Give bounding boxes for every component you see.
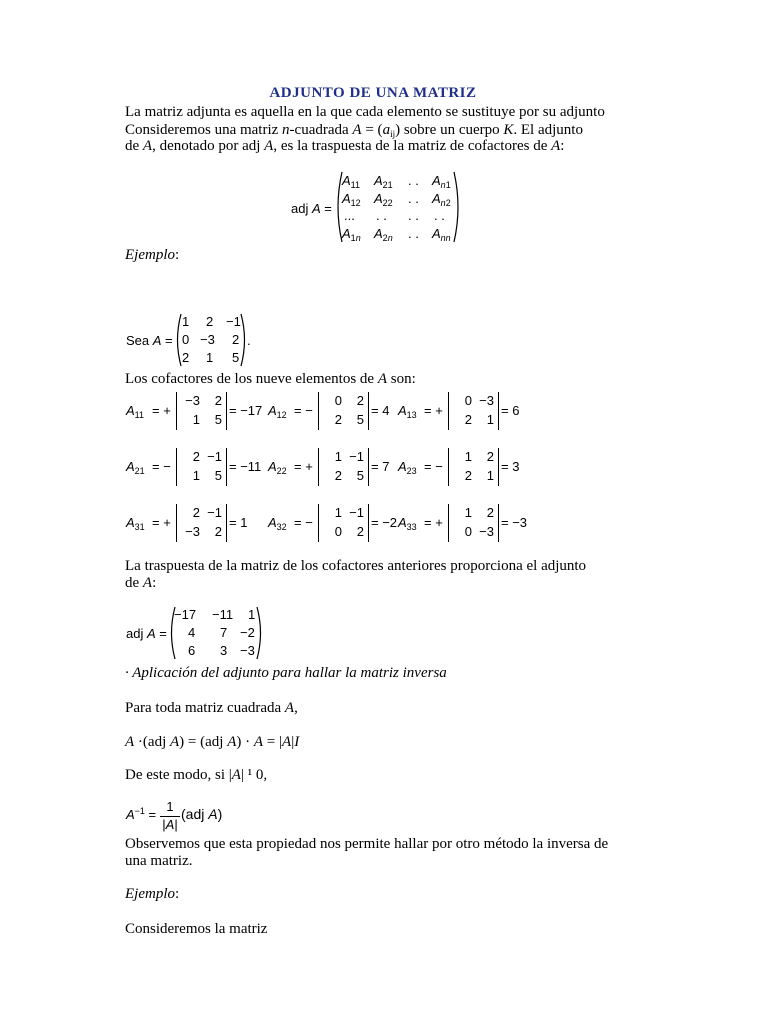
- determinant-cell: 2: [486, 505, 494, 520]
- matrix-cell: −3: [200, 332, 215, 347]
- determinant-bar-left: [176, 392, 177, 430]
- cofactor-equation: [268, 448, 408, 488]
- cofactor-sign: = +: [152, 515, 171, 530]
- matrix-cell: $A_{21}$: [374, 173, 393, 190]
- page-title: ADJUNTO DE UNA MATRIZ: [269, 85, 477, 101]
- determinant-bar-right: [368, 392, 369, 430]
- cofactor-name: $A_{12}$: [268, 403, 287, 420]
- cofactor-name: $A_{22}$: [268, 459, 287, 476]
- matrix-cell: −2: [240, 625, 255, 640]
- cofactor-equation: [398, 392, 538, 432]
- general-adj-label: adj A =: [291, 201, 332, 216]
- cofactor-sign: = +: [424, 515, 443, 530]
- cofactor-sign: = −: [294, 403, 313, 418]
- matrix-cell: . .: [408, 226, 419, 241]
- matrix-cell: 6: [188, 643, 196, 658]
- determinant-cell: 2: [356, 524, 364, 539]
- matrix-cell: 4: [188, 625, 196, 640]
- determinant-bar-right: [226, 392, 227, 430]
- matrix-cell: 1: [182, 314, 190, 329]
- cofactor-name: $A_{31}$: [126, 515, 145, 532]
- matrix-cell: $A_{nn}$: [432, 226, 451, 243]
- traspuesta-line-1: La traspuesta de la matriz de los cofactores anteriores proporciona el adjunto: [125, 558, 587, 574]
- matrix-cell: $A_{1n}$: [342, 226, 361, 243]
- determinant-cell: 0: [334, 393, 342, 408]
- determinant-cell: 1: [486, 468, 494, 483]
- determinant-bar-left: [448, 504, 449, 542]
- cofactor-result: = 3: [501, 459, 520, 474]
- determinant-cell: 2: [334, 468, 342, 483]
- determinant-bar-left: [318, 448, 319, 486]
- cofactor-sign: = −: [424, 459, 443, 474]
- determinant-cell: 5: [356, 468, 364, 483]
- matrix-cell: 0: [182, 332, 190, 347]
- determinant-cell: 1: [464, 505, 472, 520]
- cofactor-sign: = −: [152, 459, 171, 474]
- cofactor-result: = −2: [371, 515, 398, 530]
- intro-line-3: de A, denotado por adj A, es la traspuesta de la matriz de cofactores de A:: [125, 138, 565, 154]
- cofactores-intro: Los cofactores de los nueve elementos de A son:: [125, 371, 416, 387]
- determinant-bar-left: [318, 504, 319, 542]
- ejemplo-label: Ejemplo:: [125, 247, 180, 263]
- cofactor-sign: = +: [424, 403, 443, 418]
- inverse-lhs: $A^{-1}$ =: [126, 806, 157, 822]
- determinant-cell: −1: [207, 505, 222, 520]
- traspuesta-line-2: de A:: [125, 575, 157, 591]
- matrix-cell: $A_{2n}$: [374, 226, 393, 243]
- determinant-cell: 0: [464, 393, 472, 408]
- determinant-cell: 2: [356, 393, 364, 408]
- adjugate-identity: A ·(adj A) = (adj A) · A = |A|I: [125, 734, 300, 750]
- matrix-cell: −1: [226, 314, 241, 329]
- cofactor-result: = 4: [371, 403, 390, 418]
- matrix-cell: 5: [232, 350, 240, 365]
- determinant-bar-left: [176, 504, 177, 542]
- matrix-a: [174, 312, 248, 368]
- cofactor-equation: [126, 504, 266, 544]
- determinant-bar-right: [498, 504, 499, 542]
- cofactor-name: $A_{13}$: [398, 403, 417, 420]
- cofactor-sign: = +: [152, 403, 171, 418]
- de-este-modo-text: De este modo, si |A| ¹ 0,: [125, 767, 268, 783]
- cofactor-result: = −17: [229, 403, 263, 418]
- observemos-line-1: Observemos que esta propiedad nos permite hallar por otro método la inversa de: [125, 836, 609, 852]
- determinant-cell: −3: [479, 393, 494, 408]
- cofactor-name: $A_{32}$: [268, 515, 287, 532]
- determinant-cell: −1: [207, 449, 222, 464]
- consideremos-text: Consideremos la matriz: [125, 921, 268, 937]
- matrix-cell: 7: [220, 625, 228, 640]
- determinant-cell: −3: [479, 524, 494, 539]
- determinant-cell: 0: [334, 524, 342, 539]
- determinant-cell: 2: [214, 524, 222, 539]
- determinant-cell: 2: [464, 468, 472, 483]
- determinant-cell: −3: [185, 393, 200, 408]
- cofactor-name: $A_{21}$: [126, 459, 145, 476]
- inverse-rhs: (adj A): [181, 806, 223, 822]
- determinant-cell: −3: [185, 524, 200, 539]
- matrix-cell: . .: [376, 208, 387, 223]
- observemos-line-2: una matriz.: [125, 853, 193, 869]
- matrix-cell: $A_{11}$: [342, 173, 361, 190]
- cofactor-equation: [268, 504, 408, 544]
- cofactor-equation: [398, 504, 538, 544]
- determinant-cell: 1: [334, 505, 342, 520]
- adj-result-matrix: [168, 605, 264, 661]
- determinant-bar-right: [498, 448, 499, 486]
- matrix-cell: 2: [206, 314, 214, 329]
- intro-line-1: La matriz adjunta es aquella en la que cada elemento se sustituye por su adjunto: [125, 104, 605, 120]
- determinant-bar-left: [448, 448, 449, 486]
- cofactor-equation: [126, 448, 266, 488]
- determinant-bar-left: [318, 392, 319, 430]
- matrix-cell: . .: [408, 191, 419, 206]
- determinant-cell: 5: [356, 412, 364, 427]
- inverse-numerator: 1: [166, 799, 174, 814]
- intro-line-2: Consideremos una matriz n-cuadrada $A = (a_{ij})$ sobre un cuerpo K. El adjunto: [125, 122, 583, 139]
- determinant-cell: 1: [464, 449, 472, 464]
- matrix-cell: $A_{22}$: [374, 191, 393, 208]
- cofactor-equation: [268, 392, 408, 432]
- cofactor-sign: = −: [294, 515, 313, 530]
- matrix-cell: 3: [220, 643, 228, 658]
- determinant-cell: −1: [349, 505, 364, 520]
- determinant-cell: 1: [192, 412, 200, 427]
- cofactor-result: = 6: [501, 403, 520, 418]
- determinant-cell: 5: [214, 412, 222, 427]
- cofactor-result: = 1: [229, 515, 248, 530]
- determinant-cell: 2: [334, 412, 342, 427]
- matrix-cell: 2: [232, 332, 240, 347]
- cofactor-name: $A_{23}$: [398, 459, 417, 476]
- determinant-cell: 1: [486, 412, 494, 427]
- matrix-cell: 2: [182, 350, 190, 365]
- determinant-cell: 5: [214, 468, 222, 483]
- determinant-cell: 2: [192, 505, 200, 520]
- determinant-cell: 1: [192, 468, 200, 483]
- matrix-cell: . .: [434, 208, 445, 223]
- cofactor-equation: [398, 448, 538, 488]
- determinant-cell: −1: [349, 449, 364, 464]
- matrix-cell: −17: [174, 607, 197, 622]
- determinant-bar-right: [498, 392, 499, 430]
- para-toda-text: Para toda matriz cuadrada A,: [125, 700, 298, 716]
- matrix-cell: −11: [212, 607, 234, 622]
- sea-period: .: [247, 333, 251, 348]
- determinant-cell: 2: [464, 412, 472, 427]
- matrix-cell: . .: [408, 208, 419, 223]
- cofactor-sign: = +: [294, 459, 313, 474]
- matrix-cell: −3: [240, 643, 255, 658]
- ejemplo-label-2: Ejemplo:: [125, 886, 180, 902]
- matrix-cell: ...: [344, 208, 355, 223]
- determinant-bar-right: [368, 448, 369, 486]
- determinant-cell: 0: [464, 524, 472, 539]
- determinant-bar-left: [448, 392, 449, 430]
- inverse-denominator: |A|: [162, 817, 178, 832]
- aplicacion-heading: · Aplicación del adjunto para hallar la matriz inversa: [125, 665, 447, 681]
- cofactor-result: = −11: [229, 459, 262, 474]
- matrix-cell: $A_{12}$: [342, 191, 361, 208]
- adj-result-label: adj A =: [126, 626, 167, 641]
- matrix-cell: $A_{n2}$: [432, 191, 451, 208]
- matrix-cell: . .: [408, 173, 419, 188]
- general-adj-matrix: [334, 170, 460, 244]
- sea-label: Sea A =: [126, 333, 173, 348]
- cofactor-result: = −3: [501, 515, 528, 530]
- determinant-bar-left: [176, 448, 177, 486]
- cofactor-name: $A_{11}$: [126, 403, 145, 420]
- determinant-cell: 2: [214, 393, 222, 408]
- matrix-cell: 1: [248, 607, 256, 622]
- determinant-bar-right: [226, 504, 227, 542]
- matrix-cell: 1: [206, 350, 214, 365]
- cofactor-name: $A_{33}$: [398, 515, 417, 532]
- cofactor-result: = 7: [371, 459, 390, 474]
- determinant-cell: 1: [334, 449, 342, 464]
- determinant-bar-right: [226, 448, 227, 486]
- determinant-bar-right: [368, 504, 369, 542]
- determinant-cell: 2: [486, 449, 494, 464]
- matrix-cell: $A_{n1}$: [432, 173, 451, 190]
- determinant-cell: 2: [192, 449, 200, 464]
- cofactor-equation: [126, 392, 266, 432]
